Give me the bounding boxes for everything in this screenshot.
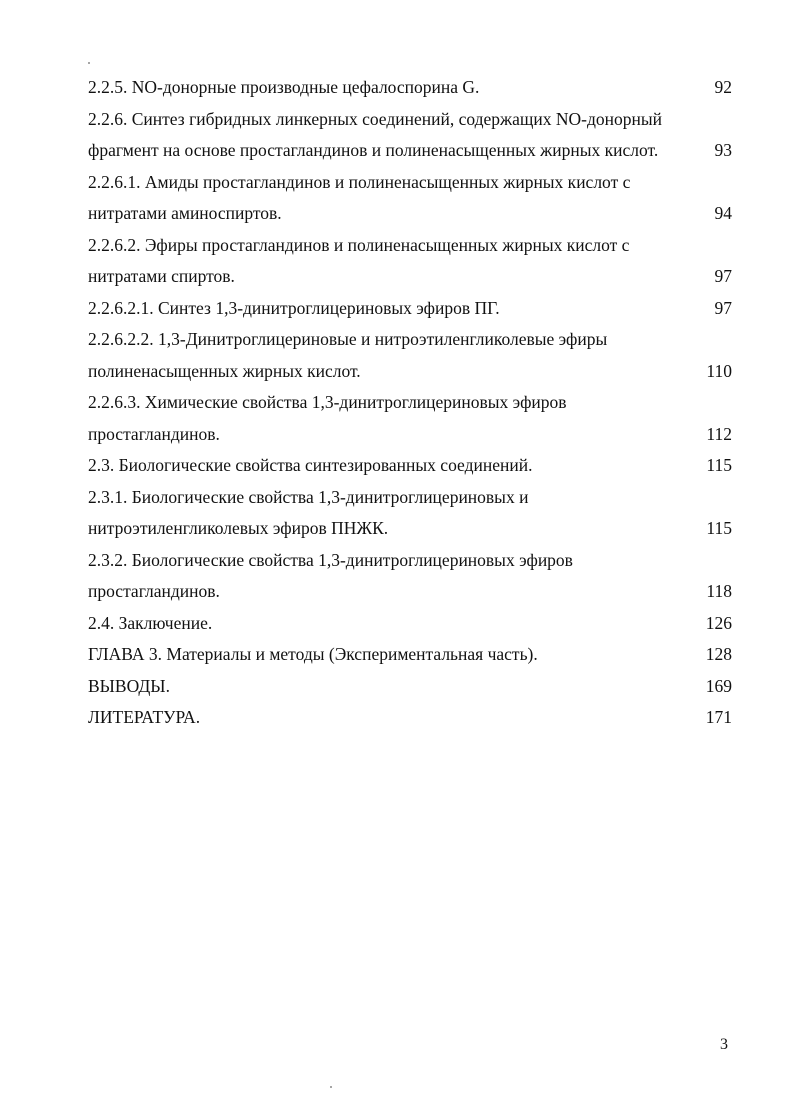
toc-entry-page: 115 <box>706 455 732 475</box>
toc-line <box>88 387 734 419</box>
toc-entry-page: 112 <box>706 423 732 444</box>
toc-entry-page: 97 <box>714 266 732 286</box>
toc-entry-title: 2.3.1. Биологические свойства 1,3-динитроглицериновых и <box>88 486 529 507</box>
toc-entry-title: 2.2.6.2.2. 1,3-Динитроглицериновые и нитроэтиленгликолевые эфиры <box>88 329 608 349</box>
toc-line <box>88 261 734 293</box>
toc-entry-title: ВЫВОДЫ. <box>88 675 170 696</box>
toc-line <box>88 230 734 262</box>
toc-entry-page: 97 <box>714 297 732 318</box>
toc-entry-title: нитроэтиленгликолевых эфиров ПНЖК. <box>88 518 389 538</box>
toc-line <box>88 482 734 514</box>
toc-line <box>88 608 734 640</box>
toc-entry-title: простагландинов. <box>88 581 220 601</box>
scan-speck <box>88 62 90 64</box>
toc-entry-title: 2.2.6.3. Химические свойства 1,3-динитроглицериновых эфиров <box>88 392 567 412</box>
toc-entry-title: 2.2.6.2. Эфиры простагландинов и полиненасыщенных жирных кислот с <box>88 234 630 255</box>
toc-entry-page: 110 <box>706 360 732 381</box>
toc-entry-page: 92 <box>714 77 732 97</box>
toc-entry-page: 118 <box>706 581 732 601</box>
toc-entry-title: 2.3.2. Биологические свойства 1,3-динитроглицериновых эфиров <box>88 549 573 570</box>
toc-line <box>88 702 734 734</box>
toc-entry-title: ЛИТЕРАТУРА. <box>88 707 201 727</box>
toc-entry-title: ГЛАВА 3. Материалы и методы (Экспериментальная часть). <box>88 644 538 664</box>
toc-line <box>88 450 734 482</box>
toc-entry-title: 2.3. Биологические свойства синтезированных соединений. <box>88 455 533 475</box>
toc-entry-title: 2.4. Заключение. <box>88 612 213 633</box>
toc-line <box>88 104 734 136</box>
toc-line <box>88 167 734 199</box>
toc-entry-page: 126 <box>705 612 732 633</box>
toc-entry-title: фрагмент на основе простагландинов и полиненасыщенных жирных кислот. <box>88 140 659 160</box>
toc-line <box>88 135 734 167</box>
toc-line <box>88 671 734 703</box>
toc-line <box>88 513 734 545</box>
toc-line <box>88 356 734 388</box>
toc-line <box>88 419 734 451</box>
toc-entry-title: 2.2.6.1. Амиды простагландинов и полиненасыщенных жирных кислот с <box>88 171 631 192</box>
toc-entry-page: 115 <box>706 518 732 538</box>
toc-entry-page: 171 <box>705 707 732 727</box>
toc-line <box>88 324 734 356</box>
toc-line <box>88 198 734 230</box>
toc-entry-title: 2.2.5. NO-донорные производные цефалоспорина G. <box>88 77 480 97</box>
toc-entry-page: 94 <box>714 203 732 223</box>
toc-line <box>88 72 734 104</box>
toc-entry-title: нитратами спиртов. <box>88 266 235 286</box>
scan-speck <box>330 1086 332 1088</box>
table-of-contents <box>88 72 734 734</box>
toc-line <box>88 293 734 325</box>
toc-entry-title: 2.2.6.2.1. Синтез 1,3-динитроглицериновых эфиров ПГ. <box>88 297 500 318</box>
toc-line <box>88 639 734 671</box>
toc-line <box>88 545 734 577</box>
toc-entry-page: 169 <box>705 675 732 696</box>
toc-entry-title: нитратами аминоспиртов. <box>88 203 282 223</box>
toc-entry-page: 128 <box>705 644 732 664</box>
toc-entry-title: простагландинов. <box>88 423 220 444</box>
toc-entry-title: полиненасыщенных жирных кислот. <box>88 360 361 381</box>
page-number: 3 <box>720 1036 728 1053</box>
toc-entry-page: 93 <box>714 140 732 160</box>
toc-line <box>88 576 734 608</box>
toc-entry-title: 2.2.6. Синтез гибридных линкерных соединений, содержащих NO-донорный <box>88 108 662 129</box>
